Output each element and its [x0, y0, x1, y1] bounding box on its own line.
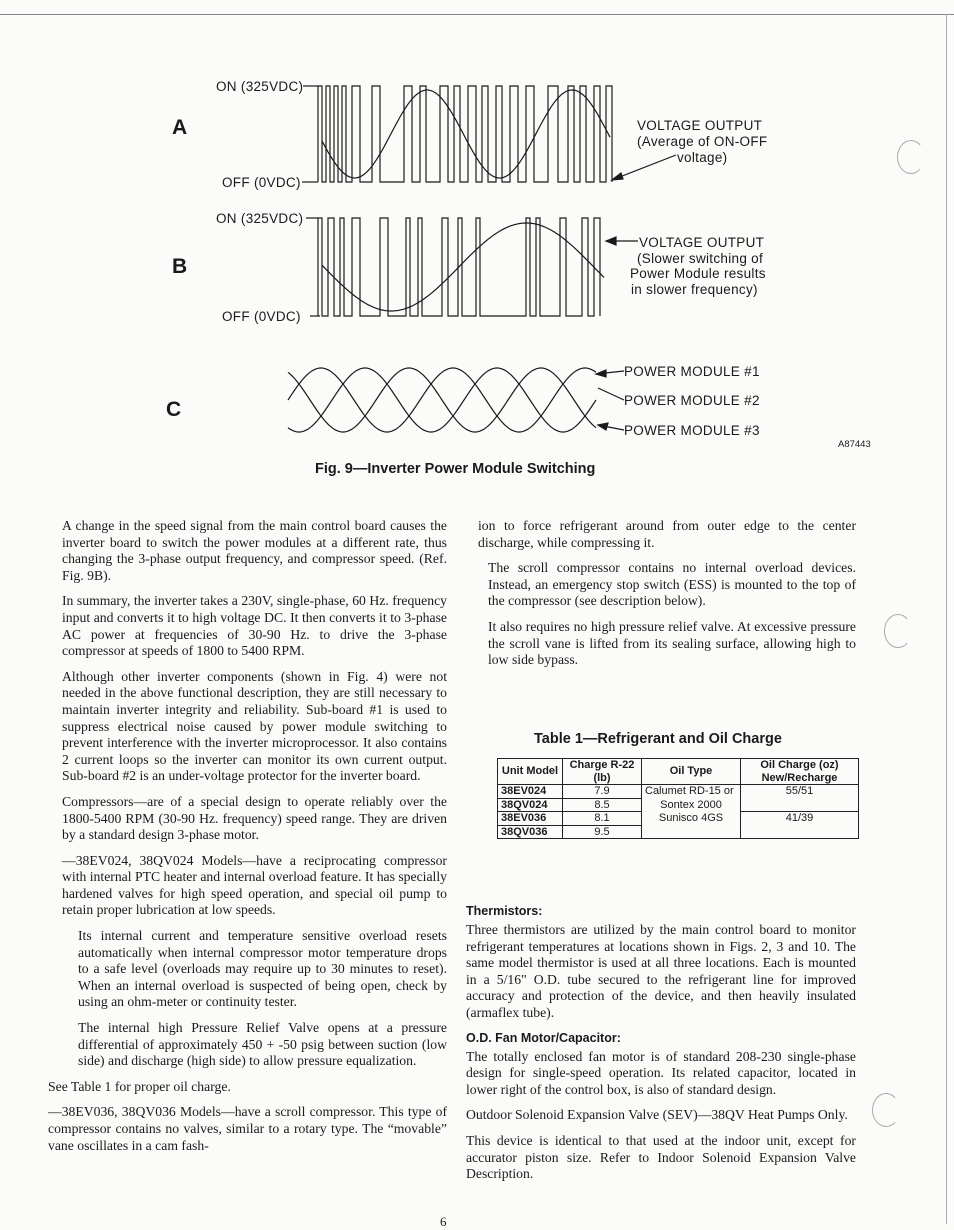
paragraph-summary: In summary, the inverter takes a 230V, single-phase, 60 Hz. frequency input and converts it to high voltage DC. It then converts it to 3-phase AC power at frequencies of 30-90 Hz. to drive the 3-phase compressor at speeds of 1800 to 5400 RPM. [62, 593, 447, 659]
left-column [48, 518, 448, 1163]
panel-b-arrowhead [606, 237, 616, 245]
right-column-lower [466, 904, 856, 1192]
paragraph-speed-signal: A change in the speed signal from the main control board causes the inverter board to switch the power modules at a different rate, thus changing the 3-phase output frequency, and compressor speed. (Ref. Fig. 9B). [62, 518, 447, 583]
fan-motor-heading: O.D. Fan Motor/Capacitor: [466, 1030, 621, 1045]
paragraph-sev-description: This device is identical to that used at the indoor unit, except for accurator piston size. Refer to Indoor Solenoid Expansion Valve Description. [466, 1132, 856, 1182]
panel-a-on-label: ON (325VDC) [216, 79, 304, 94]
table-row: 38QV036 9.5 [498, 825, 859, 839]
figure-drawing [0, 0, 954, 480]
panel-c-letter: C [166, 398, 182, 421]
paragraph-compressors: Compressors—are of a special design to operate reliably over the 1800-5400 RPM (30-90 Hz. frequency) speed range. They are driven by a standard design 3-phase motor. [62, 793, 447, 843]
right-column [478, 518, 856, 678]
panel-b-output-label: VOLTAGE OUTPUT (Slower switching of Power Module results in slower frequency) [630, 235, 766, 297]
binder-hole-top [897, 140, 925, 174]
panel-a-sine-wave [322, 90, 610, 178]
table-title: Table 1—Refrigerant and Oil Charge [534, 731, 782, 747]
table-row: 38EV024 7.9 Calumet RD-15 or 55/51 [498, 785, 859, 799]
table-row: 38EV036 8.1 Sunisco 4GS 41/39 [498, 812, 859, 826]
paragraph-thermistors: Three thermistors are utilized by the main control board to monitor refrigerant temperatures at locations shown in Figs. 2, 3 and 10. The same model thermistor is used at all three locations. Each is mounted in a 5/16" O.D. tube secured to the refrigerant line for improved accuracy and protection of the device, and then heavily insulated (armaflex tube). [466, 922, 856, 1020]
panel-a-arrowhead [612, 173, 623, 180]
panel-b-letter: B [172, 255, 188, 278]
paragraph-continued: ion to force refrigerant around from outer edge to the center discharge, while compressing it. [478, 518, 856, 550]
panel-b-off-label: OFF (0VDC) [222, 309, 301, 324]
thermistors-heading: Thermistors: [466, 904, 543, 918]
header-charge: Charge R-22 (lb) [563, 759, 642, 785]
power-module-1-label: POWER MODULE #1 [624, 364, 760, 379]
panel-a-output-label: VOLTAGE OUTPUT (Average of ON-OFF voltage) [637, 118, 768, 165]
paragraph-reciprocating-models: —38EV024, 38QV024 Models—have a reciprocating compressor with internal PTC heater and internal overload feature. It has specially hardened valves for high speed operation, and special oil pump to retain proper lubrication at low speeds. [62, 852, 448, 918]
paragraph-overload: Its internal current and temperature sensitive overload resets automatically when internal compressor motor temperature drops to a safe level (overloads may require up to 30 minutes to reset). When an internal overload is suspected of being open, check by using an ohm-meter or continuity tester. [78, 928, 447, 1010]
header-unit-model: Unit Model [498, 759, 563, 785]
paragraph-other-components: Although other inverter components (shown in Fig. 4) were not needed in the above functional description, they are still necessary to maintain inverter integrity and reliability. Sub-board #1 is used to suppress electrical noise caused by power module switching to prevent interference with the inverter microprocessor. It also contains 2 current loops so the inverter can monitor its own current output. Sub-board #2 is an under-voltage protector for the inverter board. [62, 668, 447, 784]
binder-hole-bottom [872, 1093, 900, 1127]
table-row: 38QV024 8.5 Sontex 2000 [498, 798, 859, 812]
panel-a-letter: A [172, 116, 188, 139]
panel-b-on-label: ON (325VDC) [216, 211, 304, 226]
panel-a-off-label: OFF (0VDC) [222, 175, 301, 190]
figure-code: A87443 [838, 439, 871, 450]
power-module-2-wave [288, 368, 596, 432]
paragraph-scroll-models: —38EV036, 38QV036 Models—have a scroll compressor. This type of compressor contains no valves, similar to a rotary type. The “movable” vane oscillates in a cam fash- [48, 1104, 447, 1153]
paragraph-fan-motor: The totally enclosed fan motor is of standard 208-230 single-phase design for single-speed operation. Its related capacitor, located in lower right of the control box, is also of standard design. [466, 1048, 856, 1097]
panel-b-sine-wave [322, 223, 604, 311]
paragraph-no-relief-valve: It also requires no high pressure relief valve. At excessive pressure the scroll vane is lifted from its sealing surface, allowing high to low side bypass. [488, 618, 856, 668]
power-module-3-label: POWER MODULE #3 [624, 423, 760, 438]
binder-hole-middle [884, 614, 912, 648]
header-oil-type: Oil Type [642, 759, 741, 785]
power-module-2-label: POWER MODULE #2 [624, 393, 760, 408]
paragraph-see-table: See Table 1 for proper oil charge. [48, 1078, 231, 1094]
paragraph-scroll-overload: The scroll compressor contains no internal overload devices. Instead, an emergency stop switch (ESS) is mounted to the top of the compressor (see description below). [488, 560, 856, 609]
refrigerant-oil-table [497, 758, 859, 839]
figure-caption: Fig. 9—Inverter Power Module Switching [315, 461, 596, 477]
paragraph-relief-valve: The internal high Pressure Relief Valve opens at a pressure differential of approximately 450 + -50 psig between suction (low side) and discharge (high side) to allow pressure equalization. [78, 1020, 447, 1069]
page-number: 6 [440, 1214, 447, 1229]
paragraph-sev-title: Outdoor Solenoid Expansion Valve (SEV)—38QV Heat Pumps Only. [466, 1107, 848, 1123]
panel-a-pulse-train [318, 86, 612, 182]
header-oil-charge: Oil Charge (oz) New/Recharge [741, 759, 859, 785]
power-module-2-arrow [598, 388, 624, 400]
